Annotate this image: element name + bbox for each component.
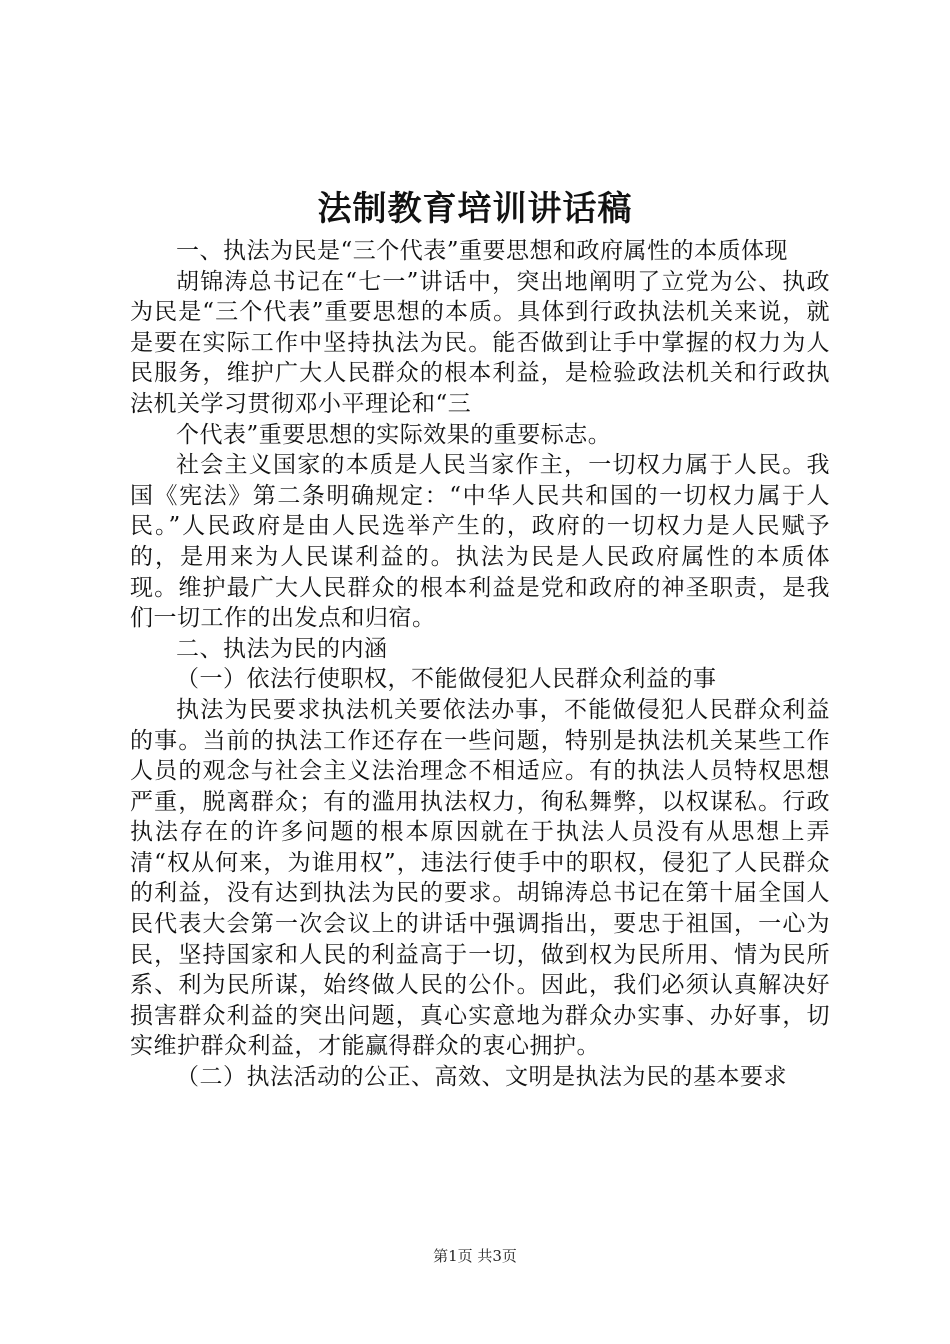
body-paragraph: 个代表”重要思想的实际效果的重要标志。 [176,421,612,448]
document-title: 法制教育培训讲话稿 [317,189,633,229]
page-footer: 第1页 共3页 [433,1247,517,1265]
section-heading-1: 一、执法为民是“三个代表”重要思想和政府属性的本质体现 [176,238,789,264]
document-body [130,236,830,1093]
section-heading-2: 二、执法为民的内涵 [176,635,388,662]
subsection-heading-1: （一）依法行使职权，不能做侵犯人民群众利益的事 [176,666,717,693]
body-paragraph: 社会主义国家的本质是人民当家作主，一切权力属于人民。我国《宪法》第二条明确规定：“中华人民共和国的一切权力属于人民。”人民政府是由人民选举产生的，政府的一切权力是人民赋予的，是用来为人民谋利益的。执法为民是人民政府属性的本质体现。维护最广大人民群众的根本利益是党和政府的神圣职责，是我们一切工作的出发点和归宿。 [130,452,830,632]
body-paragraph: 胡锦涛总书记在“七一”讲话中，突出地阐明了立党为公、执政为民是“三个代表”重要思想的本质。具体到行政执法机关来说，就是要在实际工作中坚持执法为民。能否做到让手中掌握的权力为人民服务，维护广大人民群众的根本利益，是检验政法机关和行政执法机关学习贯彻邓小平理论和“三 [130,268,830,417]
body-paragraph: 执法为民要求执法机关要依法办事，不能做侵犯人民群众利益的事。当前的执法工作还存在一些问题，特别是执法机关某些工作人员的观念与社会主义法治理念不相适应。有的执法人员特权思想严重，脱离群众；有的滥用执法权力，徇私舞弊，以权谋私。行政执法存在的许多问题的根本原因就在于执法人员没有从思想上弄清“权从何来，为谁用权”，违法行使手中的职权，侵犯了人民群众的利益，没有达到执法为民的要求。胡锦涛总书记在第十届全国人民代表大会第一次会议上的讲话中强调指出，要忠于祖国，一心为民，坚持国家和人民的利益高于一切，做到权为民所用、情为民所系、利为民所谋，始终做人民的公仆。因此，我们必须认真解决好损害群众利益的突出问题，真心实意地为群众办实事、办好事，切实维护群众利益，才能赢得群众的衷心拥护。 [130,696,830,1060]
subsection-heading-2: （二）执法活动的公正、高效、文明是执法为民的基本要求 [176,1064,787,1091]
